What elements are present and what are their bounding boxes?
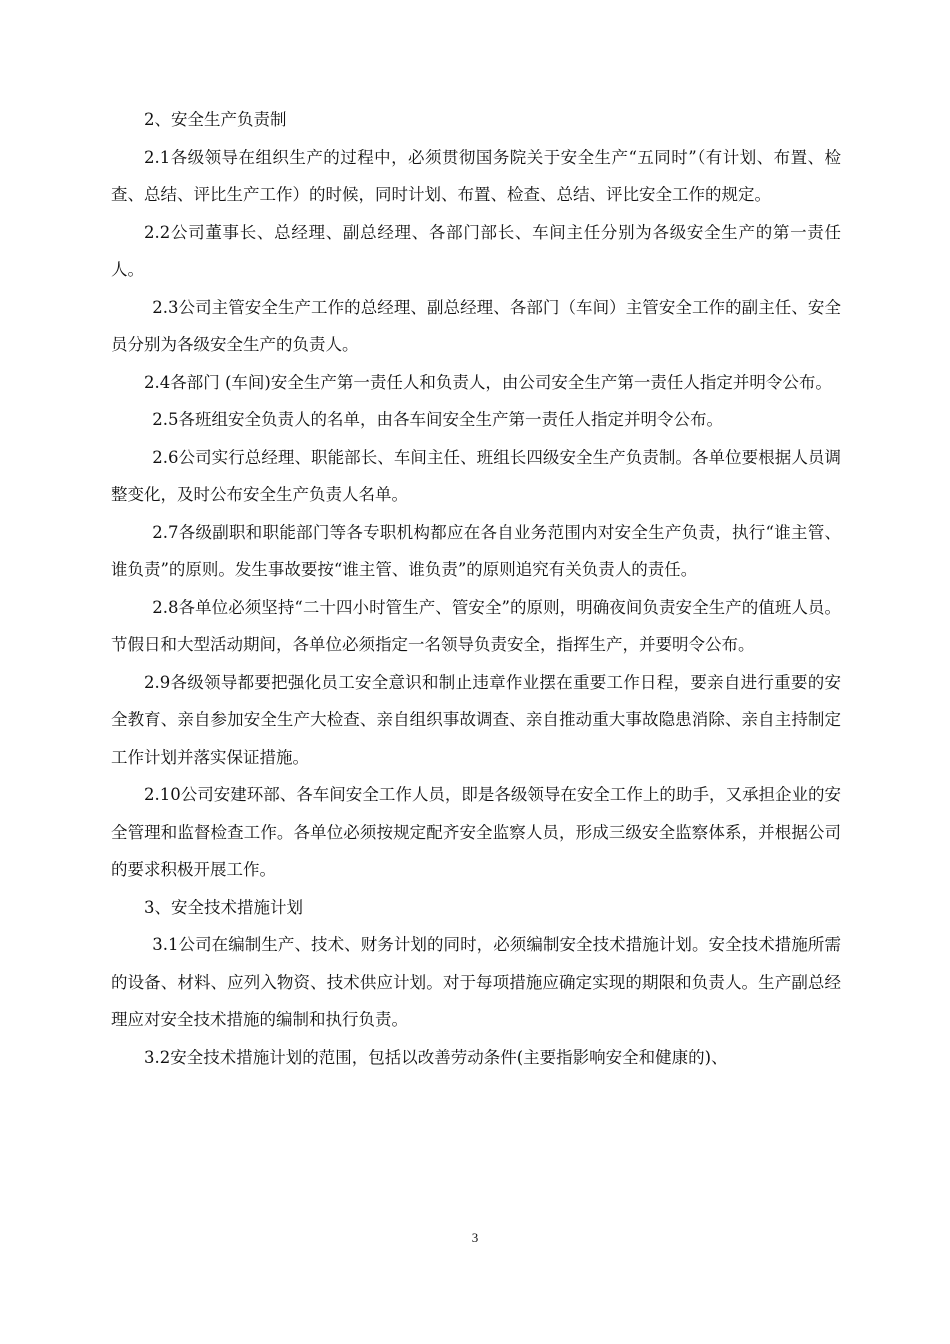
paragraph: 2.9各级领导都要把强化员工安全意识和制止违章作业摆在重要工作日程，要亲自进行重要的安全教育、亲自参加安全生产大检查、亲自组织事故调查、亲自推动重大事故隐患消除、亲自主持制定工作计划并落实保证措施。 (111, 672, 841, 767)
paragraph: 2.8各单位必须坚持“二十四小时管生产、管安全”的原则，明确夜间负责安全生产的值班人员。节假日和大型活动期间，各单位必须指定一名领导负责安全，指挥生产，并要明令公布。 (111, 597, 841, 654)
paragraph: 3.2安全技术措施计划的范围，包括以改善劳动条件(主要指影响安全和健康的)、 (144, 1047, 728, 1067)
paragraph: 2.6公司实行总经理、职能部长、车间主任、班组长四级安全生产负责制。各单位要根据人员调整变化，及时公布安全生产负责人名单。 (111, 447, 841, 504)
section-heading: 2、安全生产负责制 (144, 110, 287, 129)
paragraph: 2.1各级领导在组织生产的过程中，必须贯彻国务院关于安全生产“五同时”（有计划、布置、检查、总结、评比生产工作）的时候，同时计划、布置、检查、总结、评比安全工作的规定。 (111, 147, 841, 204)
paragraph: 2.2公司董事长、总经理、副总经理、各部门部长、车间主任分别为各级安全生产的第一责任人。 (111, 222, 841, 279)
paragraph: 2.10公司安建环部、各车间安全工作人员，即是各级领导在安全工作上的助手，又承担企业的安全管理和监督检查工作。各单位必须按规定配齐安全监察人员，形成三级安全监察体系，并根据公司的要求积极开展工作。 (111, 785, 841, 879)
paragraph: 2.3公司主管安全生产工作的总经理、副总经理、各部门（车间）主管安全工作的副主任、安全员分别为各级安全生产的负责人。 (111, 297, 841, 354)
paragraph: 2.4各部门 (车间)安全生产第一责任人和负责人，由公司安全生产第一责任人指定并明令公布。 (144, 372, 832, 392)
paragraph: 3.1公司在编制生产、技术、财务计划的同时，必须编制安全技术措施计划。安全技术措施所需的设备、材料、应列入物资、技术供应计划。对于每项措施应确定实现的期限和负责人。生产副总经理应对安全技术措施的编制和执行负责。 (111, 935, 841, 1029)
paragraph: 2.5各班组安全负责人的名单，由各车间安全生产第一责任人指定并明令公布。 (152, 410, 723, 429)
page-number: 3 (471, 1230, 479, 1245)
section-heading: 3、安全技术措施计划 (144, 897, 303, 917)
paragraph: 2.7各级副职和职能部门等各专职机构都应在各自业务范围内对安全生产负责，执行“谁主管、谁负责”的原则。发生事故要按“谁主管、谁负责”的原则追究有关负责人的责任。 (111, 522, 841, 579)
document-body (111, 101, 841, 1076)
